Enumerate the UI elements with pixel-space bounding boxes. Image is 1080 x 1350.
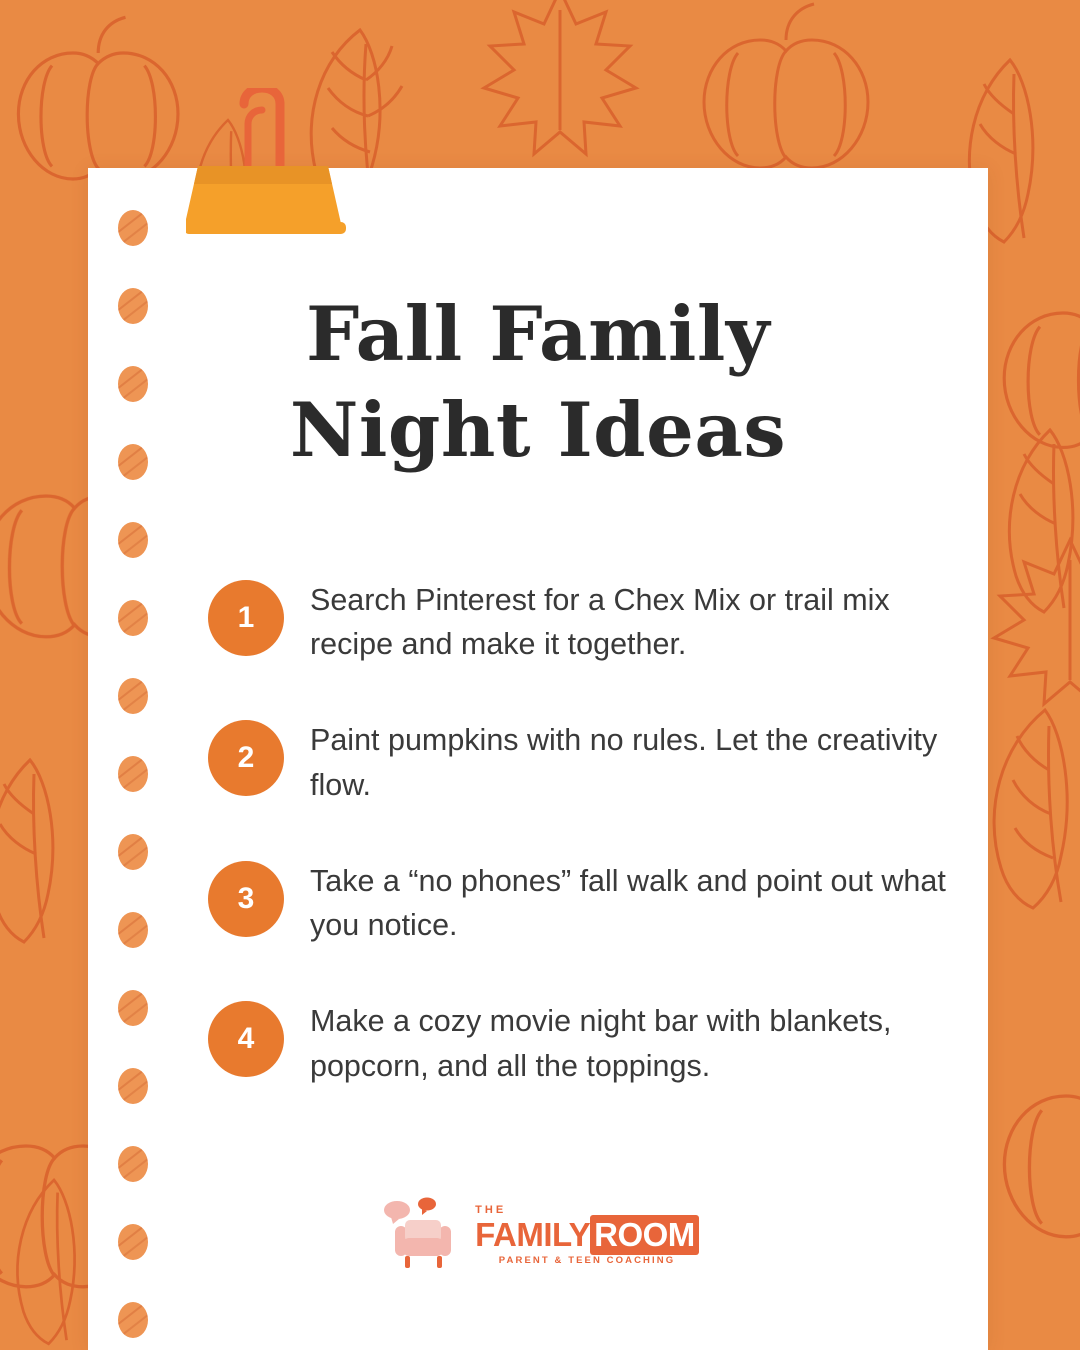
ideas-list	[208, 578, 968, 1140]
list-item-number-badge: 3	[208, 861, 284, 937]
list-item	[208, 859, 968, 947]
paper-punch-hole-icon	[118, 990, 148, 1026]
list-item	[208, 578, 968, 666]
brand-pretitle: THE	[475, 1203, 507, 1216]
binder-clip-icon	[186, 88, 352, 240]
list-item-number-badge: 4	[208, 1001, 284, 1077]
paper-punch-hole-icon	[118, 1068, 148, 1104]
paper-punch-hole-icon	[118, 678, 148, 714]
brand-tagline: PARENT & TEEN COACHING	[498, 1254, 676, 1266]
list-item-number-badge: 2	[208, 720, 284, 796]
paper-punch-hole-icon	[118, 522, 148, 558]
paper-punch-hole-icon	[118, 912, 148, 948]
paper-punch-hole-icon	[118, 1146, 148, 1182]
list-item	[208, 718, 968, 806]
paper-punch-hole-icon	[118, 1302, 148, 1338]
list-item-text: Make a cozy movie night bar with blankets, popcorn, and all the toppings.	[310, 1004, 892, 1083]
armchair-with-speech-bubbles-icon	[381, 1196, 467, 1274]
paper-punch-hole-icon	[118, 756, 148, 792]
paper-punch-hole-icon	[118, 210, 148, 246]
list-item-text: Search Pinterest for a Chex Mix or trail mix recipe and make it together.	[310, 583, 890, 662]
list-item	[208, 999, 968, 1087]
list-item-text: Paint pumpkins with no rules. Let the creativity flow.	[310, 723, 938, 802]
paper-punch-hole-icon	[118, 834, 148, 870]
brand-name	[475, 1215, 699, 1253]
brand-logo	[0, 1196, 1080, 1274]
list-item-text: Take a “no phones” fall walk and point out what you notice.	[310, 863, 946, 943]
page-title	[88, 286, 988, 478]
page-title-line-1: Fall Family	[306, 290, 770, 378]
list-item-number-badge: 1	[208, 580, 284, 656]
paper-punch-hole-icon	[118, 600, 148, 636]
page-title-line-2: Night Ideas	[289, 386, 787, 474]
brand-logo-text	[475, 1205, 699, 1266]
brand-name-family: FAMILY	[475, 1215, 591, 1253]
brand-name-room: ROOM	[590, 1215, 699, 1255]
